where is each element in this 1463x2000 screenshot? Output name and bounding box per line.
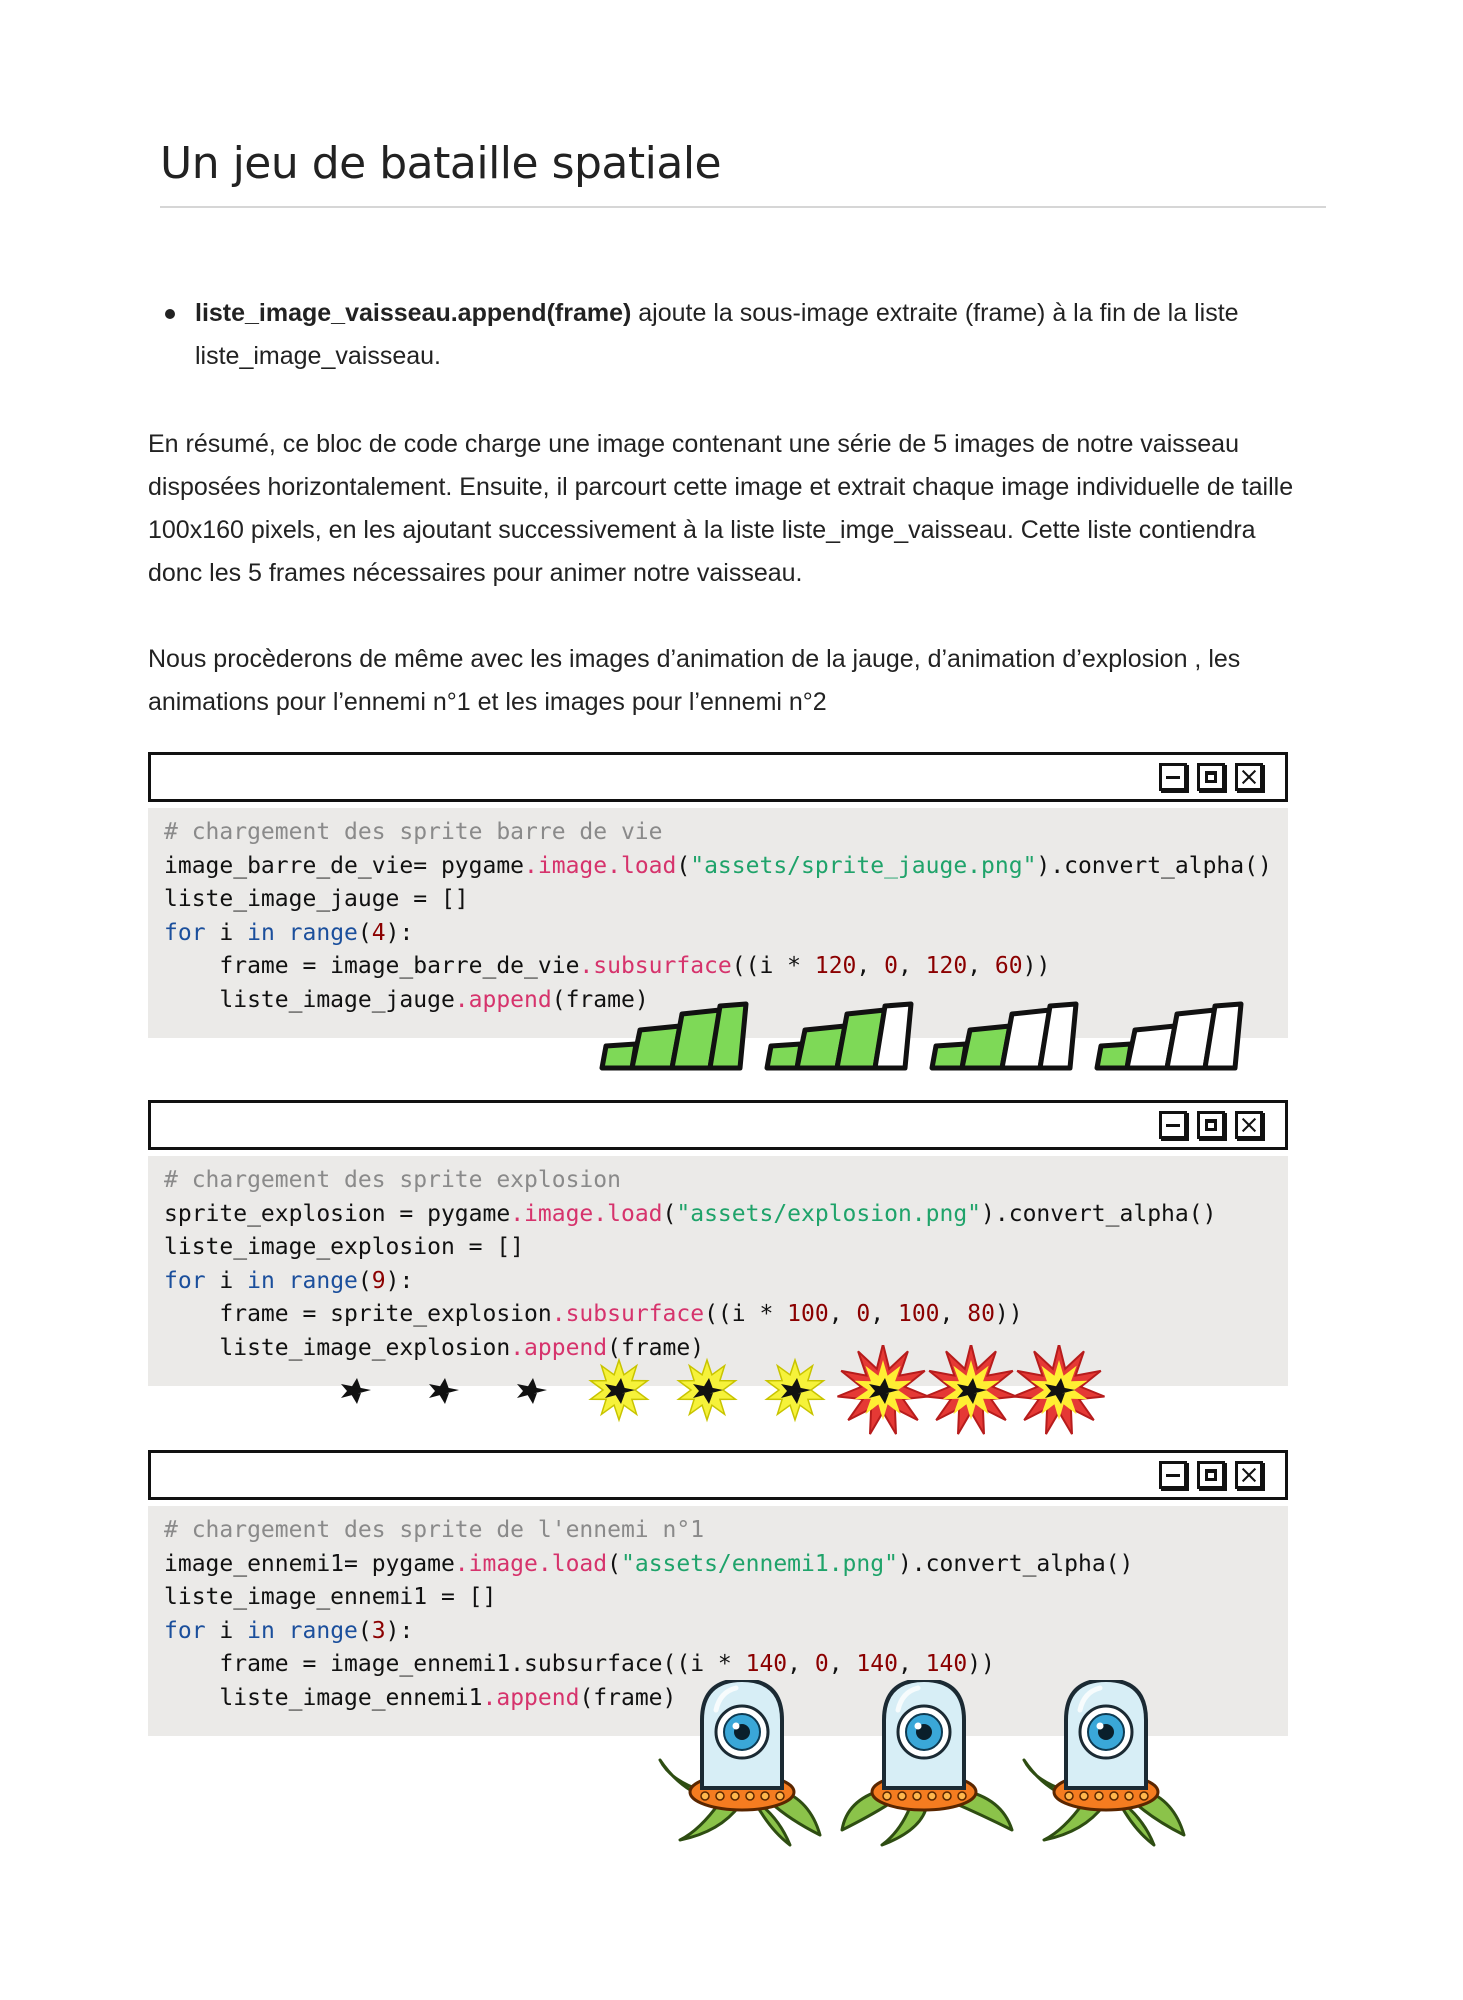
- gauge-sprite: [1097, 1004, 1241, 1068]
- enemy-sprite: [842, 1680, 1012, 1845]
- explosion-sprites: [330, 1345, 1120, 1445]
- code-token: 100: [787, 1301, 829, 1327]
- code-line: [164, 1548, 1272, 1582]
- code-token: .append: [482, 1684, 580, 1711]
- code-token: in: [247, 919, 275, 946]
- code-token: # chargement des sprite de l'ennemi n°1: [164, 1517, 705, 1543]
- code-token: i: [205, 1267, 248, 1294]
- code-token: 140: [745, 1651, 788, 1677]
- code-token: 3: [371, 1617, 386, 1644]
- code-token: ,: [828, 1301, 857, 1327]
- code-token: # chargement des sprite barre de vie: [164, 819, 663, 845]
- code-token: 120: [814, 953, 857, 979]
- code-token: (frame): [579, 1684, 677, 1711]
- code-token: image_barre_de_vie= pygame: [164, 852, 525, 879]
- code-window-titlebar: [148, 1450, 1288, 1500]
- code-line: [164, 950, 1272, 984]
- code-line: [164, 1581, 1272, 1615]
- explosion-sprite: [1014, 1345, 1105, 1434]
- minimize-icon[interactable]: [1159, 1461, 1187, 1489]
- code-line: [164, 1298, 1272, 1332]
- explosion-sprite: [767, 1360, 824, 1420]
- code-token: .image: [454, 1550, 538, 1577]
- explosion-sprite: [926, 1345, 1017, 1434]
- code-token: .load: [593, 1200, 663, 1227]
- code-token: frame = sprite_explosion: [164, 1301, 552, 1327]
- enemy-sprite: [660, 1680, 820, 1845]
- code-token: ((i *: [731, 953, 815, 979]
- intro-paragraph: Nous procèderons de même avec les images d’animation de la jauge, d’animation d’explosion , les animations pour l’ennemi n°1 et les images pour l’ennemi n°2: [148, 645, 1241, 716]
- code-token: sprite_explosion = pygame: [164, 1200, 511, 1227]
- code-token: ,: [897, 1651, 926, 1677]
- code-line: [164, 1648, 1272, 1682]
- code-token: ).convert_alpha(): [981, 1200, 1217, 1227]
- close-icon[interactable]: [1235, 1111, 1263, 1139]
- code-token: .image: [524, 852, 608, 879]
- code-token: (frame): [607, 1334, 705, 1361]
- code-token: .image: [510, 1200, 594, 1227]
- code-token: ,: [897, 953, 926, 979]
- code-token: .subsurface: [579, 953, 732, 979]
- code-token: in: [247, 1617, 275, 1644]
- code-token: # chargement des sprite explosion: [164, 1167, 621, 1193]
- list-item: [160, 292, 1290, 378]
- code-token: 9: [371, 1267, 386, 1294]
- code-token: frame = image_barre_de_vie: [164, 953, 580, 979]
- code-token: ,: [939, 1301, 968, 1327]
- minimize-icon[interactable]: [1159, 763, 1187, 791]
- code-token: ,: [967, 953, 995, 979]
- code-token: ,: [870, 1301, 898, 1327]
- code-token: [275, 1268, 289, 1294]
- code-token: (: [357, 1617, 372, 1644]
- code-token: frame = image_ennemi1.subsurface((i *: [164, 1651, 746, 1677]
- code-token: (: [607, 1550, 621, 1577]
- code-token: ((i *: [704, 1301, 788, 1327]
- code-line: [164, 1164, 1272, 1198]
- code-token: )): [994, 1301, 1023, 1327]
- code-token: 140: [925, 1651, 968, 1677]
- code-token: 140: [856, 1651, 898, 1677]
- gauge-sprite: [767, 1004, 911, 1068]
- page-title: Un jeu de bataille spatiale: [160, 138, 722, 189]
- code-token: ,: [856, 953, 885, 979]
- code-token: .subsurface: [551, 1301, 705, 1327]
- explosion-sprite: [591, 1360, 648, 1420]
- bullet-list: [160, 292, 1290, 378]
- gauge-sprites: [590, 1000, 1250, 1080]
- code-token: ):: [385, 919, 414, 946]
- code-token: in: [247, 1267, 275, 1294]
- bullet-text: ajoute la sous-image extraite (frame) à la fin de la liste liste_image_vaisseau.: [195, 299, 1239, 370]
- code-token: ):: [385, 1617, 414, 1644]
- code-line: [164, 850, 1272, 884]
- code-token: for: [164, 919, 206, 946]
- maximize-icon[interactable]: [1197, 763, 1225, 791]
- explosion-sprite: [517, 1378, 547, 1404]
- code-line: [164, 883, 1272, 917]
- code-token: range: [288, 1267, 358, 1294]
- code-token: i: [205, 1617, 248, 1644]
- code-token: [275, 1618, 289, 1644]
- explosion-sprite: [341, 1378, 371, 1404]
- code-listing: [164, 1164, 1272, 1365]
- code-token: ).convert_alpha(): [1036, 852, 1272, 879]
- code-token: liste_image_explosion: [164, 1334, 511, 1361]
- code-token: ,: [828, 1651, 857, 1677]
- code-token: liste_image_jauge = []: [164, 886, 469, 912]
- code-line: [164, 1265, 1272, 1299]
- gauge-sprite: [932, 1004, 1076, 1068]
- code-token: 4: [371, 919, 386, 946]
- explosion-sprite: [679, 1360, 736, 1420]
- code-token: (: [357, 919, 372, 946]
- code-line: [164, 1615, 1272, 1649]
- enemy-sprite: [1024, 1680, 1184, 1845]
- code-token: ).convert_alpha(): [897, 1550, 1134, 1577]
- code-token: 0: [856, 1301, 871, 1327]
- code-token: "assets/ennemi1.png": [621, 1550, 898, 1577]
- code-token: )): [1022, 953, 1051, 979]
- code-token: (: [357, 1267, 372, 1294]
- code-token: i: [205, 919, 248, 946]
- code-token: liste_image_jauge: [164, 986, 455, 1013]
- code-line: [164, 917, 1272, 951]
- code-token: 0: [884, 953, 898, 979]
- code-token: "assets/explosion.png": [676, 1200, 982, 1227]
- code-line: [164, 1231, 1272, 1265]
- explosion-sprite: [429, 1378, 459, 1404]
- code-token: 0: [814, 1651, 829, 1677]
- minimize-icon[interactable]: [1159, 1111, 1187, 1139]
- code-token: ):: [385, 1267, 414, 1294]
- code-token: range: [288, 1617, 358, 1644]
- code-token: .load: [537, 1550, 608, 1577]
- code-token: for: [164, 1267, 206, 1294]
- code-token: liste_image_ennemi1: [164, 1684, 483, 1711]
- code-token: range: [288, 919, 358, 946]
- code-token: 60: [994, 953, 1023, 979]
- code-window-titlebar: [148, 1100, 1288, 1150]
- code-token: for: [164, 1617, 206, 1644]
- maximize-icon[interactable]: [1197, 1111, 1225, 1139]
- code-listing: [164, 816, 1272, 1017]
- code-line: [164, 816, 1272, 850]
- code-term: liste_image_vaisseau.append(frame): [195, 299, 632, 327]
- code-token: )): [967, 1651, 995, 1677]
- code-token: liste_image_ennemi1 = []: [164, 1584, 497, 1610]
- code-token: image_ennemi1= pygame: [164, 1550, 455, 1577]
- code-token: (: [662, 1200, 677, 1227]
- code-line: [164, 1514, 1272, 1548]
- code-token: ,: [787, 1651, 815, 1677]
- code-token: 80: [967, 1301, 995, 1327]
- code-token: 120: [925, 953, 968, 979]
- code-token: (: [676, 852, 691, 879]
- code-window-titlebar: [148, 752, 1288, 802]
- title-divider: [160, 206, 1326, 208]
- explosion-sprite: [838, 1345, 929, 1434]
- gauge-sprite: [602, 1004, 746, 1068]
- maximize-icon[interactable]: [1197, 1461, 1225, 1489]
- code-token: "assets/sprite_jauge.png": [690, 852, 1037, 879]
- code-token: .append: [454, 986, 552, 1013]
- code-token: liste_image_explosion = []: [164, 1234, 525, 1260]
- close-icon[interactable]: [1235, 763, 1263, 791]
- code-token: (frame): [551, 986, 649, 1013]
- summary-paragraph: En résumé, ce bloc de code charge une image contenant une série de 5 images de notre vaisseau disposées horizontalement. Ensuite, il parcourt cette image et extrait chaque image individuelle de taille 100x160 pixels, en les ajoutant successivement à la liste liste_imge_vaisseau. Cette liste contiendra donc les 5 frames nécessaires pour animer notre vaisseau.: [148, 430, 1294, 587]
- code-token: 100: [897, 1301, 940, 1327]
- code-token: .append: [510, 1334, 608, 1361]
- code-token: .load: [607, 852, 677, 879]
- code-line: [164, 1198, 1272, 1232]
- code-token: [275, 920, 289, 946]
- close-icon[interactable]: [1235, 1461, 1263, 1489]
- enemy-sprites: [640, 1680, 1200, 1850]
